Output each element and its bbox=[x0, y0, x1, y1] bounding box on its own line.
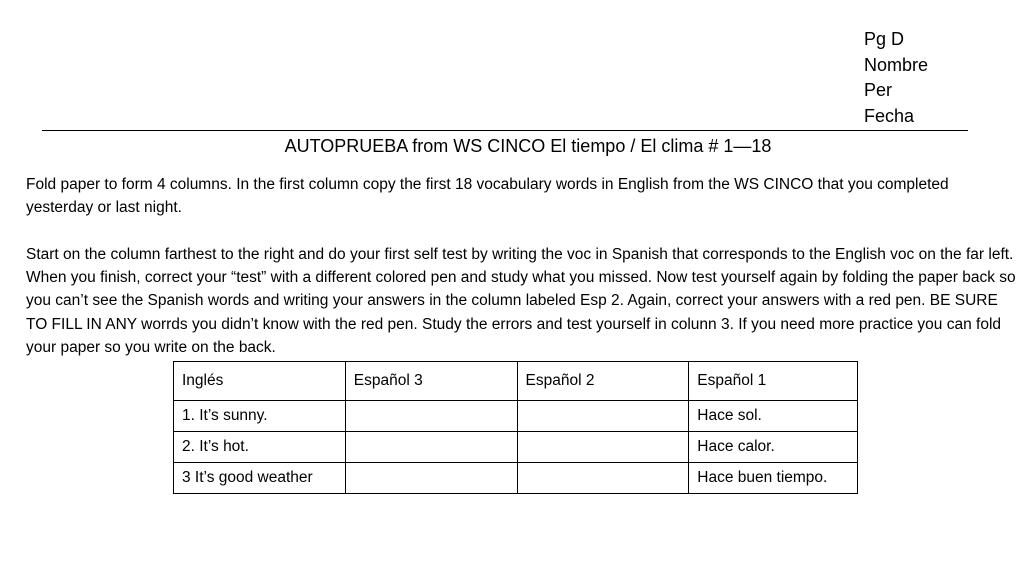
table-cell-espanol-3 bbox=[345, 401, 517, 432]
header-cell-ingles: Inglés bbox=[174, 362, 346, 401]
table-cell-english: 2. It’s hot. bbox=[174, 432, 346, 463]
table-header-row bbox=[174, 362, 858, 401]
period-label: Per bbox=[864, 80, 893, 100]
table-row bbox=[174, 401, 858, 432]
date-label: Fecha bbox=[864, 105, 915, 126]
instructions-paragraph-2: Start on the column farthest to the right and do your first self test by writing the voc in Spanish that corresponds to the English voc on the far left. When you finish, correct your “test” with a different colored pen and study what you missed. Now test yourself again by folding the paper back so you can’t see the Spanish words and writing your answers in the column labeled Esp 2. Again, correct your answers with a red pen. BE SURE TO FILL IN ANY worrds you didn’t know with the red pen. Study the errors and test yourself in colunn 3. If you need more practice you can fold your paper so you write on the back. bbox=[26, 245, 1016, 357]
header-cell-espanol-2: Español 2 bbox=[517, 362, 689, 401]
page-label: Pg D bbox=[864, 29, 905, 49]
vocabulary-table bbox=[173, 361, 858, 494]
student-info-block bbox=[864, 27, 928, 129]
header-cell-espanol-3: Español 3 bbox=[345, 362, 517, 401]
table-cell-espanol-2 bbox=[517, 463, 689, 494]
instructions bbox=[26, 173, 1016, 359]
table-cell-espanol-1: Hace sol. bbox=[689, 401, 858, 432]
table-cell-espanol-3 bbox=[345, 432, 517, 463]
table-cell-espanol-3 bbox=[345, 463, 517, 494]
name-label: Nombre bbox=[864, 54, 929, 75]
table-cell-english: 1. It’s sunny. bbox=[174, 401, 346, 432]
header-divider bbox=[42, 130, 968, 131]
table-cell-espanol-1: Hace calor. bbox=[689, 432, 858, 463]
table-cell-english: 3 It’s good weather bbox=[174, 463, 346, 494]
header-cell-espanol-1: Español 1 bbox=[689, 362, 858, 401]
table-row bbox=[174, 463, 858, 494]
instructions-paragraph-1: Fold paper to form 4 columns. In the first column copy the first 18 vocabulary words in English from the WS CINCO that you completed yesterday or last night. bbox=[26, 176, 949, 217]
page-title: AUTOPRUEBA from WS CINCO El tiempo / El clima # 1—18 bbox=[284, 136, 772, 156]
table-cell-espanol-2 bbox=[517, 401, 689, 432]
table-cell-espanol-1: Hace buen tiempo. bbox=[689, 463, 858, 494]
table-cell-espanol-2 bbox=[517, 432, 689, 463]
table-row bbox=[174, 432, 858, 463]
